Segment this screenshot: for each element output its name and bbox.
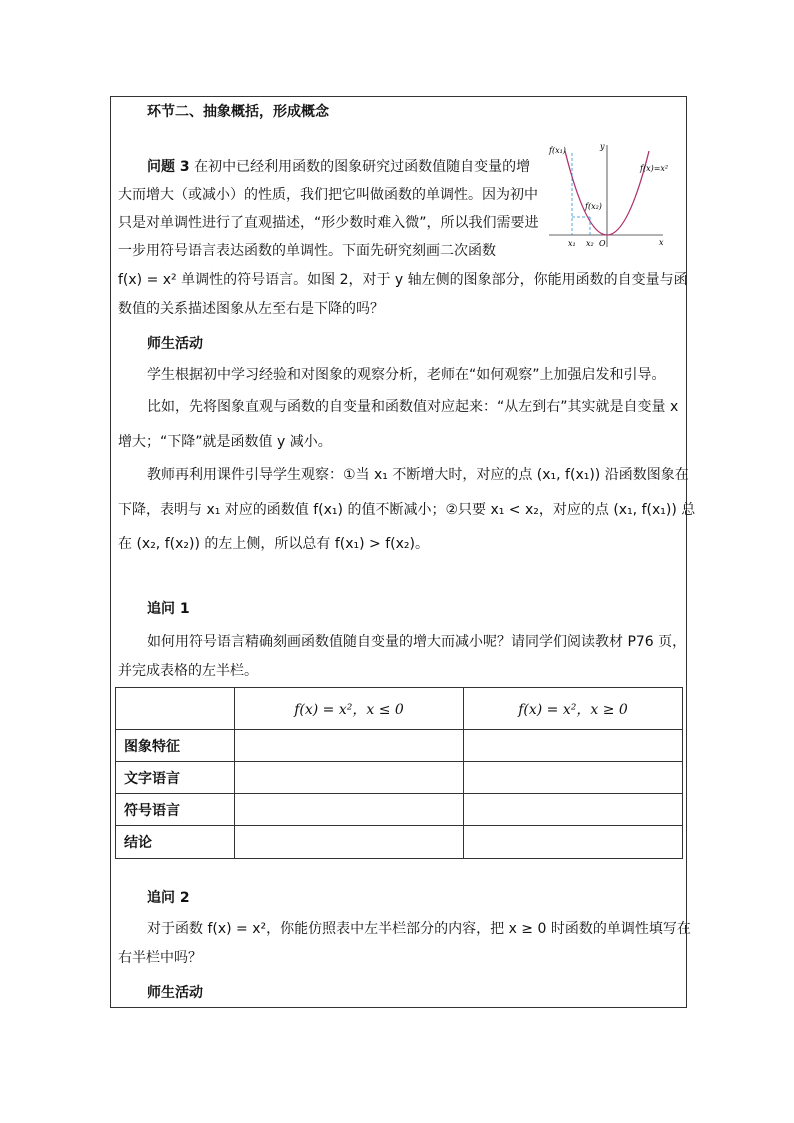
- x1-label: x₁: [568, 239, 576, 248]
- activity1-title: 师生活动: [147, 336, 203, 352]
- row-label-text-language: 文字语言: [116, 762, 235, 794]
- table-row: [116, 826, 683, 859]
- problem3-line-4: 一步用符号语言表达函数的单调性。下面先研究刻画二次函数: [118, 243, 496, 259]
- x2-label: x₂: [586, 239, 594, 248]
- table-cell-left[interactable]: [235, 730, 464, 762]
- table-header-left: f(x) = x²，x ≤ 0: [235, 688, 464, 730]
- followup2-line-2: 右半栏中吗？: [118, 950, 202, 966]
- followup1-line-1: 如何用符号语言精确刻画函数值随自变量的增大而减小呢？请同学们阅读教材 P76 页，: [147, 634, 687, 650]
- table-row: [116, 762, 683, 794]
- fx1-label: f(x₁): [549, 146, 566, 155]
- followup2-line-1: 对于函数 f(x) = x²，你能仿照表中左半栏部分的内容，把 x ≥ 0 时函数的单调性填写在: [147, 921, 691, 937]
- table-corner-cell: [116, 688, 235, 730]
- table-cell-right[interactable]: [464, 794, 683, 826]
- problem3-line-5: f(x) = x² 单调性的符号语言。如图 2，对于 y 轴左侧的图象部分，你能用函数的自变量与函: [118, 272, 688, 288]
- followup1-line-2: 并完成表格的左半栏。: [118, 663, 258, 679]
- y-axis-label: y: [600, 142, 605, 151]
- row-label-conclusion: 结论: [116, 826, 235, 859]
- activity1-paragraph-3-line-1: 教师再利用课件引导学生观察：①当 x₁ 不断增大时，对应的点 (x₁, f(x₁)) 沿函数图象在: [147, 467, 689, 483]
- problem3-label: 问题 3: [147, 159, 190, 175]
- table-cell-left[interactable]: [235, 794, 464, 826]
- activity2-title: 师生活动: [147, 985, 203, 1001]
- problem3-line-3: 只是对单调性进行了直观描述，“形少数时难入微”，所以我们需要进: [118, 215, 539, 231]
- table-cell-left[interactable]: [235, 826, 464, 859]
- table-row: [116, 730, 683, 762]
- table-row: [116, 794, 683, 826]
- table-header-right: f(x) = x²，x ≥ 0: [464, 688, 683, 730]
- followup1-title: 追问 1: [147, 601, 190, 617]
- table-header-row: [116, 688, 683, 730]
- problem3-line-6: 数值的关系描述图象从左至右是下降的吗？: [118, 301, 384, 317]
- problem3-line-2: 大而增大（或减小）的性质，我们把它叫做函数的单调性。因为初中: [118, 187, 538, 203]
- section-title: 环节二、抽象概括，形成概念: [147, 104, 329, 120]
- x-axis-label: x: [659, 238, 664, 247]
- activity1-paragraph-2-line-2: 增大；“下降”就是函数值 y 减小。: [118, 434, 332, 450]
- activity1-paragraph-3-line-2: 下降，表明与 x₁ 对应的函数值 f(x₁) 的值不断减小；②只要 x₁ < x₂，对应的点 (x₁, f(x₁)) 总: [118, 502, 696, 518]
- problem3-text-1: 在初中已经利用函数的图象研究过函数值随自变量的增: [194, 159, 531, 175]
- parabola-figure: [545, 137, 675, 254]
- activity1-paragraph-2-line-1: 比如，先将图象直观与函数的自变量和函数值对应起来：“从左到右”其实就是自变量 x: [147, 399, 679, 415]
- followup2-title: 追问 2: [147, 890, 190, 906]
- activity1-paragraph-3-line-3: 在 (x₂, f(x₂)) 的左上侧，所以总有 f(x₁) > f(x₂)。: [118, 536, 429, 552]
- fx2-label: f(x₂): [585, 202, 602, 211]
- table-cell-right[interactable]: [464, 730, 683, 762]
- problem3-line-1: [147, 159, 530, 175]
- table-cell-right[interactable]: [464, 826, 683, 859]
- table-cell-left[interactable]: [235, 762, 464, 794]
- activity1-paragraph-1: 学生根据初中学习经验和对图象的观察分析，老师在“如何观察”上加强启发和引导。: [147, 367, 666, 383]
- origin-label: O: [599, 239, 606, 248]
- monotonicity-table: [115, 687, 683, 859]
- row-label-symbol-language: 符号语言: [116, 794, 235, 826]
- table-cell-right[interactable]: [464, 762, 683, 794]
- curve-label: f(x)=x²: [640, 164, 669, 173]
- row-label-image-feature: 图象特征: [116, 730, 235, 762]
